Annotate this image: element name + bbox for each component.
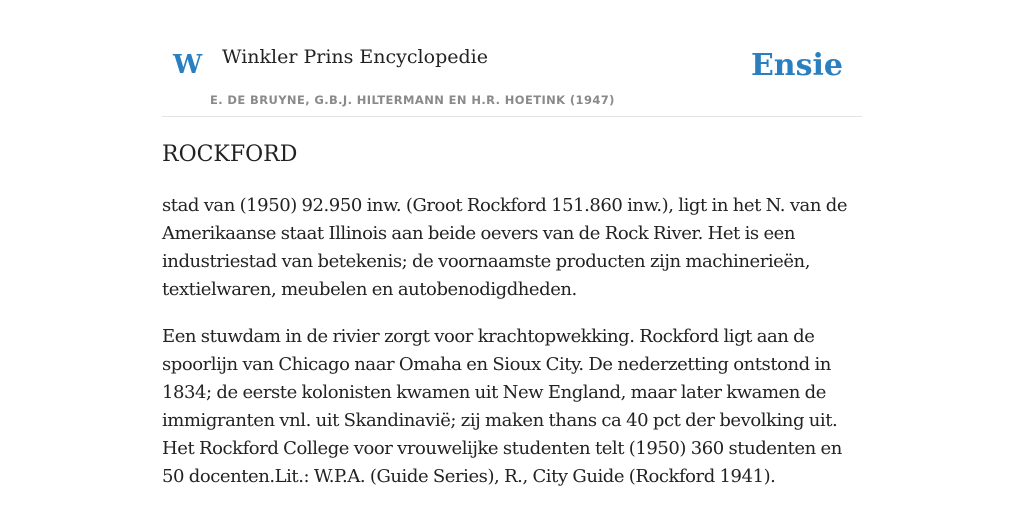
article-paragraph-1: stad van (1950) 92.950 inw. (Groot Rockford 151.860 inw.), ligt in het N. van de Amerikaanse staat Illinois aan beide oevers van de Rock River. Het is een industriestad van betekenis; de voornaamste producten zijn machinerieën, textielwaren, meubelen en autobenodigdheden. [162,195,848,300]
article-paragraph-2: Een stuwdam in de rivier zorgt voor krachtopwekking. Rockford ligt aan de spoorlijn van Chicago naar Omaha en Sioux City. De nederzetting ontstond in 1834; de eerste kolonisten kwamen uit New England, maar later kwamen de immigranten vnl. uit Skandinavië; zij maken thans ca 40 pct der bevolking uit. Het Rockford College voor vrouwelijke studenten telt (1950) 360 studenten en 50 docenten.Lit.: W.P.A. (Guide Series), R., City Guide (Rockford 1941). [162,326,842,487]
article-content [162,140,862,491]
encyclopedia-logo[interactable]: W [173,50,203,80]
encyclopedia-title[interactable]: Winkler Prins Encyclopedie [222,46,488,68]
article-headword: ROCKFORD [162,142,298,167]
ensie-brand-logo[interactable]: Ensie [750,48,843,83]
encyclopedia-header [162,0,862,117]
encyclopedia-authors: E. DE BRUYNE, G.B.J. HILTERMANN EN H.R. HOETINK (1947) [210,93,615,107]
